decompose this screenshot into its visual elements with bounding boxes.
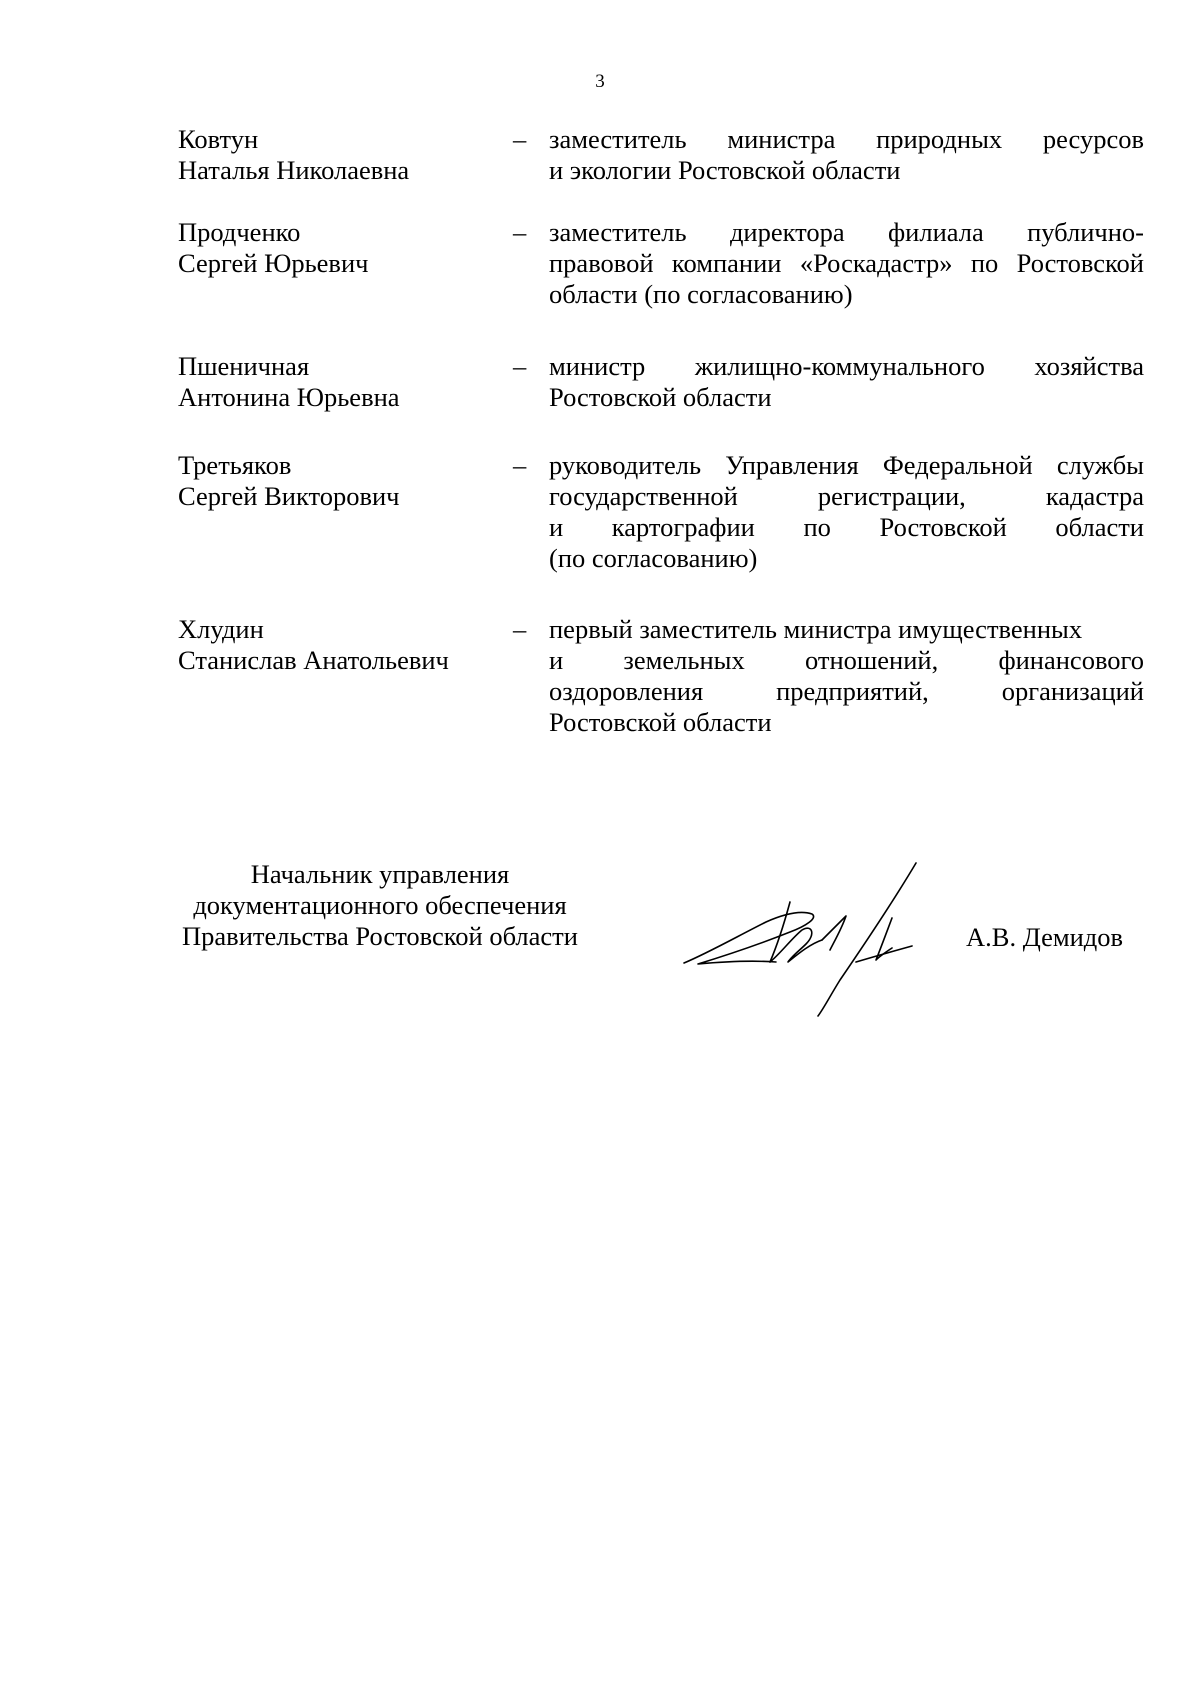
member-entry xyxy=(178,450,1144,614)
role-line: заместитель директора филиала публично- xyxy=(549,217,1144,247)
member-given-names: Станислав Анатольевич xyxy=(178,645,449,675)
dash-separator: – xyxy=(513,450,527,480)
member-name xyxy=(178,450,498,512)
member-surname: Пшеничная xyxy=(178,351,310,381)
member-name xyxy=(178,217,498,279)
dash-separator: – xyxy=(513,217,527,247)
signatory-position xyxy=(150,859,610,952)
member-entry xyxy=(178,351,1144,450)
page-number: 3 xyxy=(595,71,605,92)
member-role xyxy=(549,351,1144,413)
role-line: руководитель Управления Федеральной службы xyxy=(549,450,1144,480)
member-entry xyxy=(178,124,1144,217)
member-role xyxy=(549,614,1144,738)
role-line: и экологии Ростовской области xyxy=(549,155,901,185)
member-entry xyxy=(178,217,1144,351)
signer-name: А.В. Демидов xyxy=(966,922,1124,952)
role-line: и картографии по Ростовской области xyxy=(549,512,1144,542)
member-name xyxy=(178,124,498,186)
role-line: оздоровления предприятий, организаций xyxy=(549,676,1144,706)
position-line: Начальник управления xyxy=(250,859,510,889)
member-given-names: Наталья Николаевна xyxy=(178,155,410,185)
role-line: правовой компании «Роскадастр» по Ростовской xyxy=(549,248,1144,278)
dash-separator: – xyxy=(513,124,527,154)
role-line: Ростовской области xyxy=(549,382,772,412)
member-surname: Хлудин xyxy=(178,614,264,644)
role-line: Ростовской области xyxy=(549,707,772,737)
dash-separator: – xyxy=(513,614,527,644)
role-line: министр жилищно-коммунального хозяйства xyxy=(549,351,1144,381)
member-surname: Третьяков xyxy=(178,450,292,480)
position-line: документационного обеспечения xyxy=(193,890,567,920)
member-name xyxy=(178,614,498,676)
role-line: заместитель министра природных ресурсов xyxy=(549,124,1144,154)
member-role xyxy=(549,124,1144,186)
member-surname: Ковтун xyxy=(178,124,259,154)
dash-separator: – xyxy=(513,351,527,381)
handwritten-signature xyxy=(680,858,960,1018)
role-line: и земельных отношений, финансового xyxy=(549,645,1144,675)
member-entry xyxy=(178,614,1144,738)
member-name xyxy=(178,351,498,413)
role-line: области (по согласованию) xyxy=(549,279,853,309)
member-given-names: Антонина Юрьевна xyxy=(178,382,400,412)
position-line: Правительства Ростовской области xyxy=(182,921,578,951)
role-line: (по согласованию) xyxy=(549,543,758,573)
role-line: первый заместитель министра имущественных xyxy=(549,614,1083,644)
role-line: государственной регистрации, кадастра xyxy=(549,481,1144,511)
member-given-names: Сергей Юрьевич xyxy=(178,248,369,278)
commission-members-list xyxy=(178,124,1144,738)
member-role xyxy=(549,450,1144,574)
member-role xyxy=(549,217,1144,310)
member-given-names: Сергей Викторович xyxy=(178,481,400,511)
member-surname: Продченко xyxy=(178,217,301,247)
